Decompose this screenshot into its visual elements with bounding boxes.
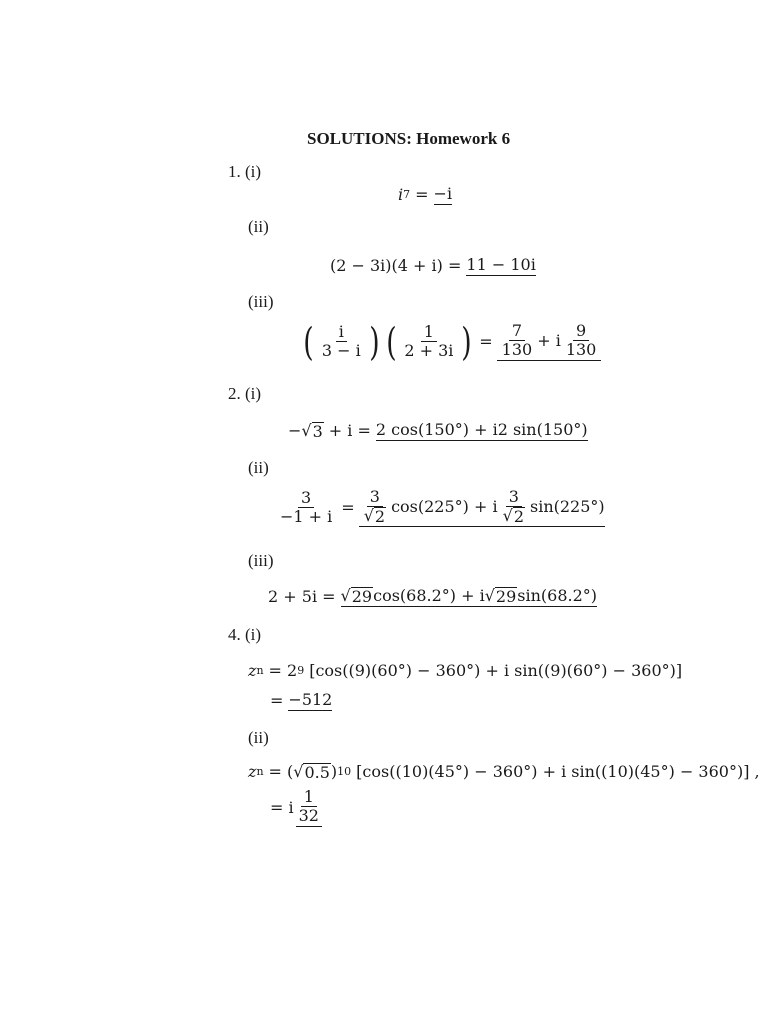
p2-ii-equation: $\frac{3}{-1 + i}$ = 3 √ 2 cos(225°) + i 3 √ 2 sin(225°) — [280, 487, 605, 526]
p2-i-answer: 2 cos(150°) + i2 sin(150°) — [375, 420, 588, 439]
problem-2-label — [228, 384, 261, 404]
p4-i-line2: = −512 — [270, 690, 333, 710]
p1-part-ii-label: (ii) — [248, 217, 269, 236]
p4-ii-answer: $\frac{1}{32}$ — [296, 788, 322, 827]
part-i-label: (i) — [245, 384, 262, 403]
p1-part-iii-label: (iii) — [248, 292, 274, 311]
p1-i-answer: −i — [433, 184, 453, 203]
p2-part-ii-label: (ii) — [248, 458, 269, 477]
problem-4-label — [228, 625, 261, 645]
p1-i-equation: i 7 = −i — [398, 184, 453, 204]
p4-ii-line1: z n = ( √ 0.5 ) 10 [cos((10)(45°) − 360°) + i sin((10)(45°) − 360°)] , — [248, 762, 760, 782]
problem-number: 4. — [228, 625, 241, 644]
p1-iii-equation: ( $\frac{i}{3 - i}$ ) ( $\frac{1}{2 + 3i}$ ) = $\frac{7}{130}$ + i $\frac{9}{130}$ — [300, 322, 601, 361]
p2-i-equation: − √ 3 + i = 2 cos(150°) + i2 sin(150°) — [288, 420, 588, 441]
problem-number: 2. — [228, 384, 241, 403]
p4-part-ii-label: (ii) — [248, 728, 269, 747]
problem-1-label — [228, 162, 261, 182]
p1-iii-answer: $\frac{7}{130}$ + i $\frac{9}{130}$ — [497, 322, 602, 361]
p1-ii-answer: 11 − 10i — [466, 255, 536, 274]
page-title: SOLUTIONS: Homework 6 — [307, 129, 511, 148]
fraction: $\frac{i}{3 - i}$ — [321, 322, 361, 360]
part-i-label: (i) — [245, 625, 262, 644]
p2-iii-equation: 2 + 5i = √ 29 cos(68.2°) + i √ 29 sin(68.2°) — [268, 586, 598, 606]
p2-part-iii-label: (iii) — [248, 551, 274, 570]
p2-iii-answer: √ 29 cos(68.2°) + i √ 29 sin(68.2°) — [340, 586, 598, 606]
p1-ii-equation: (2 − 3i)(4 + i) = 11 − 10i — [330, 255, 536, 275]
p4-i-answer: −512 — [288, 690, 333, 709]
fraction: $\frac{1}{2 + 3i}$ — [404, 322, 454, 360]
part-i-label: (i) — [245, 162, 262, 181]
p4-i-line1: z n = 2 9 [cos((9)(60°) − 360°) + i sin((9)(60°) − 360°)] — [248, 661, 683, 680]
p2-ii-answer: 3 √ 2 cos(225°) + i 3 √ 2 sin(225°) — [359, 488, 605, 527]
sqrt: √ 3 — [301, 421, 323, 441]
p4-ii-line2: = i $\frac{1}{32}$ — [270, 788, 324, 827]
problem-number: 1. — [228, 162, 241, 181]
